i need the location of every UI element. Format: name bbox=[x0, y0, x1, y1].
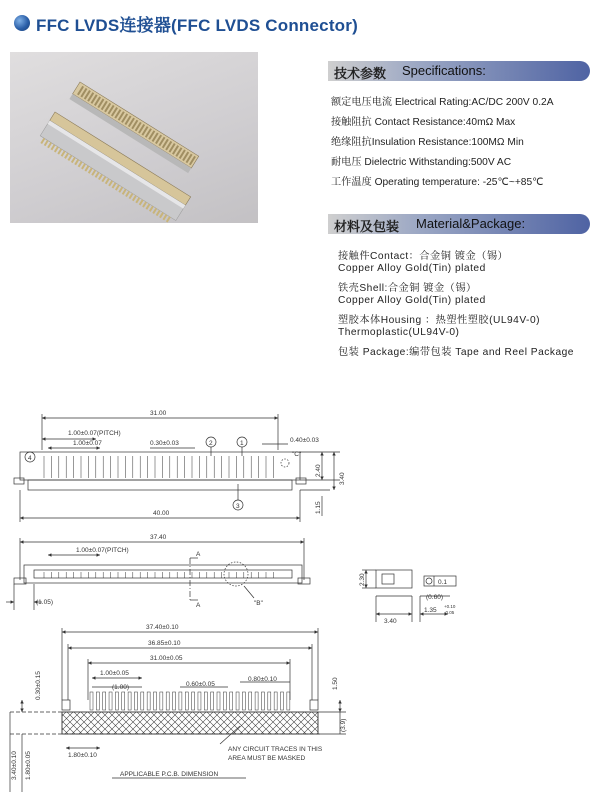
pcb-pad bbox=[192, 692, 195, 710]
material-shell-plating: Copper Alloy Gold(Tin) plated bbox=[338, 295, 486, 306]
section-a-top: A bbox=[196, 551, 201, 558]
specifications-heading-en: Specifications: bbox=[402, 63, 486, 78]
photo-pin bbox=[47, 142, 52, 148]
pcb-pad bbox=[115, 692, 118, 710]
dim-top-pitch: 1.00±0.07(PITCH) bbox=[68, 430, 121, 437]
photo-pin bbox=[122, 189, 127, 195]
material-heading-en: Material&Package: bbox=[416, 216, 526, 231]
dim-front-pitch: 1.00±0.07(PITCH) bbox=[76, 547, 129, 554]
photo-pin bbox=[112, 182, 117, 188]
photo-pin bbox=[44, 140, 49, 146]
pcb-pad bbox=[223, 692, 226, 710]
dim-top-2-40: 2.40 bbox=[315, 464, 322, 477]
page-header bbox=[14, 10, 358, 36]
dim-pcb-0-30: 0.30±0.15 bbox=[35, 671, 42, 700]
pcb-note-line-1: ANY CIRCUIT TRACES IN THIS bbox=[228, 746, 323, 753]
dim-side-tol-plus: +0.10 bbox=[444, 604, 456, 609]
pcb-pad bbox=[179, 692, 182, 710]
dim-side-2-30: 2.30 bbox=[359, 573, 366, 586]
pcb-pad bbox=[173, 692, 176, 710]
photo-pin bbox=[51, 144, 56, 150]
dim-top-40-00: 40.00 bbox=[153, 510, 170, 517]
material-contact: 接触件Contact：合金铜 镀金（锡） bbox=[338, 251, 509, 262]
callout-1: 1 bbox=[240, 440, 244, 447]
material-heading-cn: 材料及包装 bbox=[334, 219, 400, 234]
dim-pcb-1-00: 1.00±0.05 bbox=[100, 670, 129, 677]
pcb-caption: APPLICABLE P.C.B. DIMENSION bbox=[120, 771, 219, 778]
spec-electrical-rating: 额定电压电流 Electrical Rating:AC/DC 200V 0.2A bbox=[331, 97, 554, 108]
pcb-pad bbox=[96, 692, 99, 710]
dim-pcb-0-60: 0.60±0.05 bbox=[186, 681, 215, 688]
pcb-pad bbox=[166, 692, 169, 710]
pcb-footprint bbox=[10, 628, 346, 792]
dim-top-31-00: 31.00 bbox=[150, 410, 167, 417]
pcb-pad bbox=[103, 692, 106, 710]
pcb-pad bbox=[268, 692, 271, 710]
pcb-pad bbox=[128, 692, 131, 710]
photo-pin bbox=[108, 180, 113, 186]
photo-pin bbox=[105, 178, 110, 184]
dim-pcb-3-40: 3.40±0.10 bbox=[11, 751, 18, 780]
dim-pcb-37-40: 37.40±0.10 bbox=[146, 624, 179, 631]
photo-pin bbox=[146, 204, 151, 210]
dim-top-1-15: 1.15 bbox=[315, 501, 322, 514]
photo-pin bbox=[159, 212, 164, 218]
callout-3: 3 bbox=[236, 503, 240, 510]
dim-pcb-0-80: 0.80±0.10 bbox=[248, 676, 277, 683]
photo-pin bbox=[152, 208, 157, 214]
pcb-pad bbox=[185, 692, 188, 710]
specifications-heading-cn: 技术参数 bbox=[334, 66, 387, 81]
photo-pin bbox=[88, 168, 93, 174]
photo-pin bbox=[142, 201, 147, 207]
spec-dielectric-withstanding: 耐电压 Dielectric Withstanding:500V AC bbox=[331, 157, 512, 168]
pcb-pad bbox=[198, 692, 201, 710]
spec-insulation-resistance: 绝缘阻抗Insulation Resistance:100MΩ Min bbox=[331, 137, 524, 148]
photo-pin bbox=[71, 157, 76, 163]
photo-pin bbox=[118, 187, 123, 193]
specifications-heading bbox=[328, 61, 590, 81]
dim-pcb-1-80b: 1.80±0.10 bbox=[68, 752, 97, 759]
dim-pcb-1-00-ref: (1.00) bbox=[112, 684, 129, 691]
pcb-pad bbox=[217, 692, 220, 710]
dim-top-0-40: 0.40±0.03 bbox=[290, 437, 319, 444]
pcb-pad bbox=[154, 692, 157, 710]
dim-pcb-3-9: (3.9) bbox=[340, 718, 347, 732]
photo-pin bbox=[95, 172, 100, 178]
photo-pin bbox=[84, 165, 89, 171]
technical-drawing bbox=[0, 400, 600, 792]
dim-top-3-40: 3.40 bbox=[339, 472, 346, 485]
pcb-pad bbox=[281, 692, 284, 710]
photo-pin bbox=[166, 216, 171, 222]
pcb-pad bbox=[204, 692, 207, 710]
photo-pin bbox=[162, 214, 167, 220]
spec-operating-temperature: 工作温度 Operating temperature: -25℃~+85℃ bbox=[331, 177, 544, 188]
pcb-pad bbox=[90, 692, 93, 710]
photo-pin bbox=[54, 146, 59, 152]
photo-pin bbox=[91, 170, 96, 176]
material-contact-plating: Copper Alloy Gold(Tin) plated bbox=[338, 263, 486, 274]
dim-side-tol-minus: -0.05 bbox=[444, 610, 455, 615]
photo-pin bbox=[98, 174, 103, 180]
material-heading bbox=[328, 214, 590, 234]
dim-pcb-1-80: 1.80±0.05 bbox=[25, 751, 32, 780]
material-package: 包装 Package:编带包装 Tape and Reel Package bbox=[338, 347, 574, 358]
connector-photo-illustration bbox=[10, 52, 258, 223]
pcb-pad bbox=[147, 692, 150, 710]
photo-pin bbox=[64, 153, 69, 159]
dim-top-1-00: 1.00±0.07 bbox=[73, 440, 102, 447]
photo-pin bbox=[101, 176, 106, 182]
photo-pin bbox=[40, 138, 45, 144]
photo-pin bbox=[81, 163, 86, 169]
material-housing-type: Thermoplastic(UL94V-0) bbox=[338, 327, 460, 338]
pcb-note-line-2: AREA MUST BE MASKED bbox=[228, 755, 306, 762]
photo-pin bbox=[68, 155, 73, 161]
pcb-pad bbox=[274, 692, 277, 710]
pcb-pad bbox=[261, 692, 264, 710]
photo-pin bbox=[125, 191, 130, 197]
section-a-bottom: A bbox=[196, 602, 201, 609]
photo-pin bbox=[115, 184, 120, 190]
photo-pin bbox=[78, 161, 83, 167]
photo-pin bbox=[132, 195, 137, 201]
spec-contact-resistance: 接触阻抗 Contact Resistance:40mΩ Max bbox=[331, 117, 516, 128]
photo-pin bbox=[129, 193, 134, 199]
dim-pcb-1-50: 1.50 bbox=[332, 677, 339, 690]
callout-2: 2 bbox=[209, 440, 213, 447]
dim-front-1-05: (1.05) bbox=[36, 599, 53, 606]
dim-pcb-36-85: 36.85±0.10 bbox=[148, 640, 181, 647]
pcb-pad bbox=[249, 692, 252, 710]
dim-pcb-31-00: 31.00±0.05 bbox=[150, 655, 183, 662]
product-photo bbox=[10, 52, 258, 223]
photo-pin bbox=[139, 199, 144, 205]
material-housing: 塑胶本体Housing ：热塑性塑胶(UL94V-0) bbox=[338, 315, 541, 326]
pcb-pad bbox=[122, 692, 125, 710]
pcb-pad bbox=[141, 692, 144, 710]
top-view bbox=[14, 414, 340, 522]
pcb-pad bbox=[242, 692, 245, 710]
callout-4: 4 bbox=[28, 455, 32, 462]
photo-pin bbox=[61, 151, 66, 157]
title-bullet-icon bbox=[14, 15, 30, 31]
pcb-pad bbox=[134, 692, 137, 710]
dim-side-0-60: (0.60) bbox=[426, 594, 443, 601]
view-b-label: "B" bbox=[254, 600, 263, 607]
pcb-pad bbox=[230, 692, 233, 710]
dim-top-0-30: 0.30±0.03 bbox=[150, 440, 179, 447]
page-title: FFC LVDS连接器(FFC LVDS Connector) bbox=[36, 15, 358, 35]
flatness-value: 0.1 bbox=[438, 579, 448, 586]
pcb-pad bbox=[236, 692, 239, 710]
dim-side-1-35: 1.35 bbox=[424, 607, 437, 614]
photo-pin bbox=[149, 206, 154, 212]
photo-pin bbox=[156, 210, 161, 216]
pcb-pad bbox=[287, 692, 290, 710]
dim-side-3-40: 3.40 bbox=[384, 618, 397, 625]
dim-front-37-40: 37.40 bbox=[150, 534, 167, 541]
photo-pin bbox=[135, 197, 140, 203]
photo-pin bbox=[74, 159, 79, 165]
pcb-pad bbox=[255, 692, 258, 710]
material-shell: 铁壳Shell:合金铜 镀金（锡） bbox=[338, 283, 477, 294]
photo-pin bbox=[57, 148, 62, 154]
pcb-pad bbox=[160, 692, 163, 710]
pcb-pad bbox=[211, 692, 214, 710]
view-c-label: "C" bbox=[292, 451, 302, 458]
pcb-pad bbox=[109, 692, 112, 710]
